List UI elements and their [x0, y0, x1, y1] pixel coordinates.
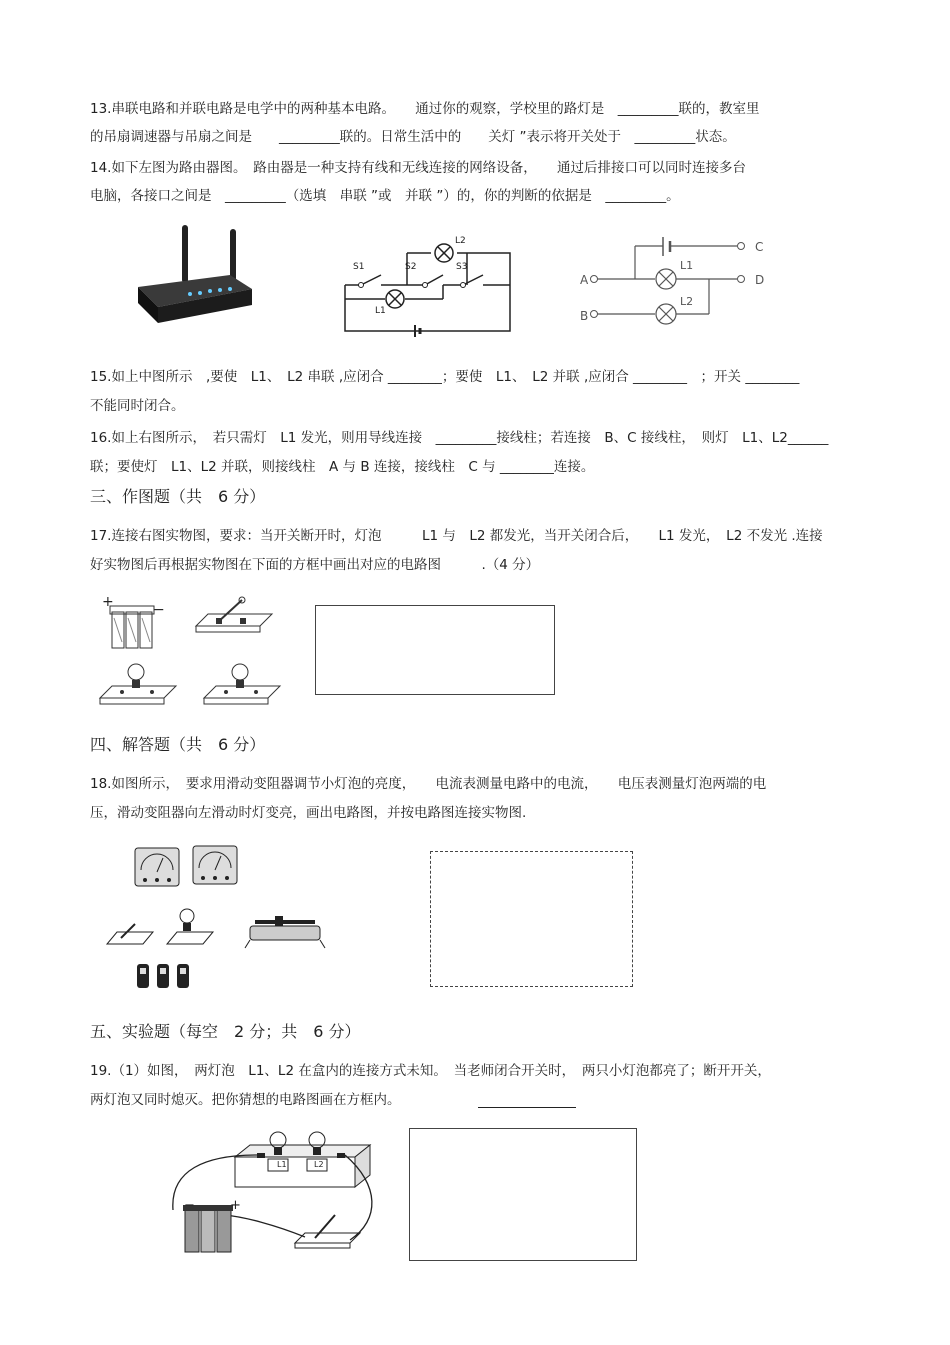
q18-line2: 压，滑动变阻器向左滑动时灯变亮，画出电路图，并按电路图连接实物图.: [90, 805, 527, 821]
q19-answer-box[interactable]: [409, 1128, 637, 1261]
q19-answer-underline: [478, 1107, 576, 1108]
q19-line1: 19.（1）如图， 两灯泡 L1、L2 在盒内的连接方式未知。 当老师闭合开关时， 两只小灯泡都亮了；断开开关，: [90, 1063, 771, 1079]
q16-line1: 16.如上右图所示， 若只需灯 L1 发光，则用导线连接 _________接线柱；若连接 B、C 接线柱， 则灯 L1、L2______: [90, 430, 829, 446]
mid-label-L2: L2: [455, 236, 466, 246]
q13-line2: 的吊扇调速器与吊扇之间是 _________联的。日常生活中的 关灯 ”表示将开关处于 _________状态。: [90, 129, 736, 145]
right-label-A: A: [580, 273, 589, 287]
right-label-B: B: [580, 309, 589, 323]
q13-line1: 13.串联电路和并联电路是电学中的两种基本电路。 通过你的观察，学校里的路灯是 _________联的，教室里: [90, 101, 760, 117]
mid-label-S2: S2: [405, 262, 417, 272]
q15-line2: 不能同时闭合。: [90, 398, 185, 414]
q17-answer-box[interactable]: [315, 605, 555, 695]
mid-label-S1: S1: [353, 262, 365, 272]
q14-line1: 14.如下左图为路由器图。 路由器是一种支持有线和无线连接的网络设备， 通过后排接口可以同时连接多台: [90, 160, 746, 176]
q15-line1: 15.如上中图所示 ,要使 L1、 L2 串联 ,应闭合 ________；要使 L1、 L2 并联 ,应闭合 ________ ；开关 ________: [90, 369, 800, 385]
q16-line2: 联；要使灯 L1、L2 并联，则接线柱 A 与 B 连接，接线柱 C 与 ________连接。: [90, 459, 595, 475]
q18-answer-box[interactable]: [430, 851, 633, 987]
q14-line2: 电脑，各接口之间是 _________（选填 串联 ”或 并联 ”）的，你的判断的依据是 _________。: [90, 188, 680, 204]
right-label-D: D: [755, 273, 765, 287]
q19-line2: 两灯泡又同时熄灭。把你猜想的电路图画在方框内。: [90, 1092, 401, 1108]
right-label-L1: L1: [680, 259, 694, 272]
section-3-title: 三、作图题（共 6 分）: [90, 487, 266, 506]
mid-label-L1: L1: [375, 306, 386, 316]
q17-line1: 17.连接右图实物图，要求：当开关断开时，灯泡 L1 与 L2 都发光，当开关闭合后， L1 发光， L2 不发光 .连接: [90, 528, 823, 544]
right-label-L2: L2: [680, 295, 694, 308]
q19-box-label-L1: L1: [277, 1160, 287, 1169]
right-label-C: C: [755, 240, 764, 254]
battery-minus-label: −: [153, 602, 165, 618]
q17-line2: 好实物图后再根据实物图在下面的方框中画出对应的电路图 .（4 分）: [90, 557, 540, 573]
router-figure: [130, 225, 255, 335]
q18-components-figure: [105, 840, 335, 995]
section-4-title: 四、解答题（共 6 分）: [90, 735, 266, 754]
section-5-title: 五、实验题（每空 2 分；共 6 分）: [90, 1022, 361, 1041]
q18-line1: 18.如图所示， 要求用滑动变阻器调节小灯泡的亮度， 电流表测量电路中的电流， 电压表测量灯泡两端的电: [90, 776, 767, 792]
q19-battery-plus: +: [230, 1198, 241, 1213]
mid-label-S3: S3: [456, 262, 468, 272]
battery-plus-label: +: [102, 594, 114, 610]
q19-box-label-L2: L2: [314, 1160, 324, 1169]
q19-battery-minus: −: [184, 1198, 195, 1213]
